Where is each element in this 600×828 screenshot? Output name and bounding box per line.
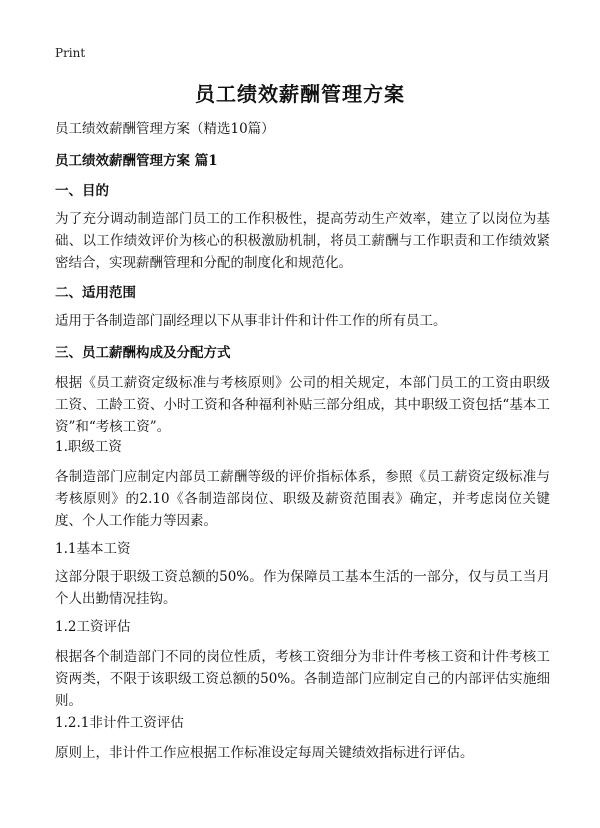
section-text-compensation: 根据《员工薪资定级标准与考核原则》公司的相关规定，本部门员工的工资由职级工资、工龄工资、小时工资和各种福利补贴三部分组成，其中职级工资包括“基本工资”和“考核工资”。 [55, 375, 550, 435]
subsection-heading-grade-salary: 1.职级工资 [55, 439, 122, 455]
subsection-heading-non-piecework: 1.2.1非计件工资评估 [55, 715, 184, 731]
subsection-text-basic-salary: 这部分限于职级工资总额的50%。作为保障员工基本生活的一部分，仅与员工当月个人出勤情况挂钩。 [55, 569, 550, 607]
article-title: 员工绩效薪酬管理方案 篇1 [55, 153, 218, 169]
section-text-scope: 适用于各制造部门副经理以下从事非计件和计件工作的所有员工。 [55, 313, 447, 329]
section-heading-purpose: 一、目的 [55, 183, 109, 199]
section-text-purpose: 为了充分调动制造部门员工的工作积极性，提高劳动生产效率，建立了以岗位为基础、以工作绩效评价为核心的积极激励机制，将员工薪酬与工作职责和工作绩效紧密结合，实现薪酬管理和分配的制度化和规范化。 [55, 211, 550, 271]
subsection-text-non-piecework: 原则上，非计件工作应根据工作标准设定每周关键绩效指标进行评估。 [55, 745, 474, 761]
section-heading-scope: 二、适用范围 [55, 285, 136, 301]
subsection-text-salary-evaluation: 根据各个制造部门不同的岗位性质，考核工资细分为非计件考核工资和计件考核工资两类，不限于该职级工资总额的50%。各制造部门应制定自己的内部评估实施细则。 [55, 649, 550, 709]
subsection-heading-basic-salary: 1.1基本工资 [55, 541, 131, 557]
page-title: 员工绩效薪酬管理方案 [195, 82, 405, 106]
subsection-heading-salary-evaluation: 1.2工资评估 [55, 619, 131, 635]
document-subtitle: 员工绩效薪酬管理方案（精选10篇） [55, 121, 275, 137]
print-link[interactable]: Print [55, 46, 86, 60]
subsection-text-grade-salary: 各制造部门应制定内部员工薪酬等级的评价指标体系，参照《员工薪资定级标准与考核原则》的2.10《各制造部岗位、职级及薪资范围表》确定，并考虑岗位关键度、个人工作能力等因素。 [55, 469, 550, 529]
section-heading-compensation: 三、员工薪酬构成及分配方式 [55, 345, 231, 361]
